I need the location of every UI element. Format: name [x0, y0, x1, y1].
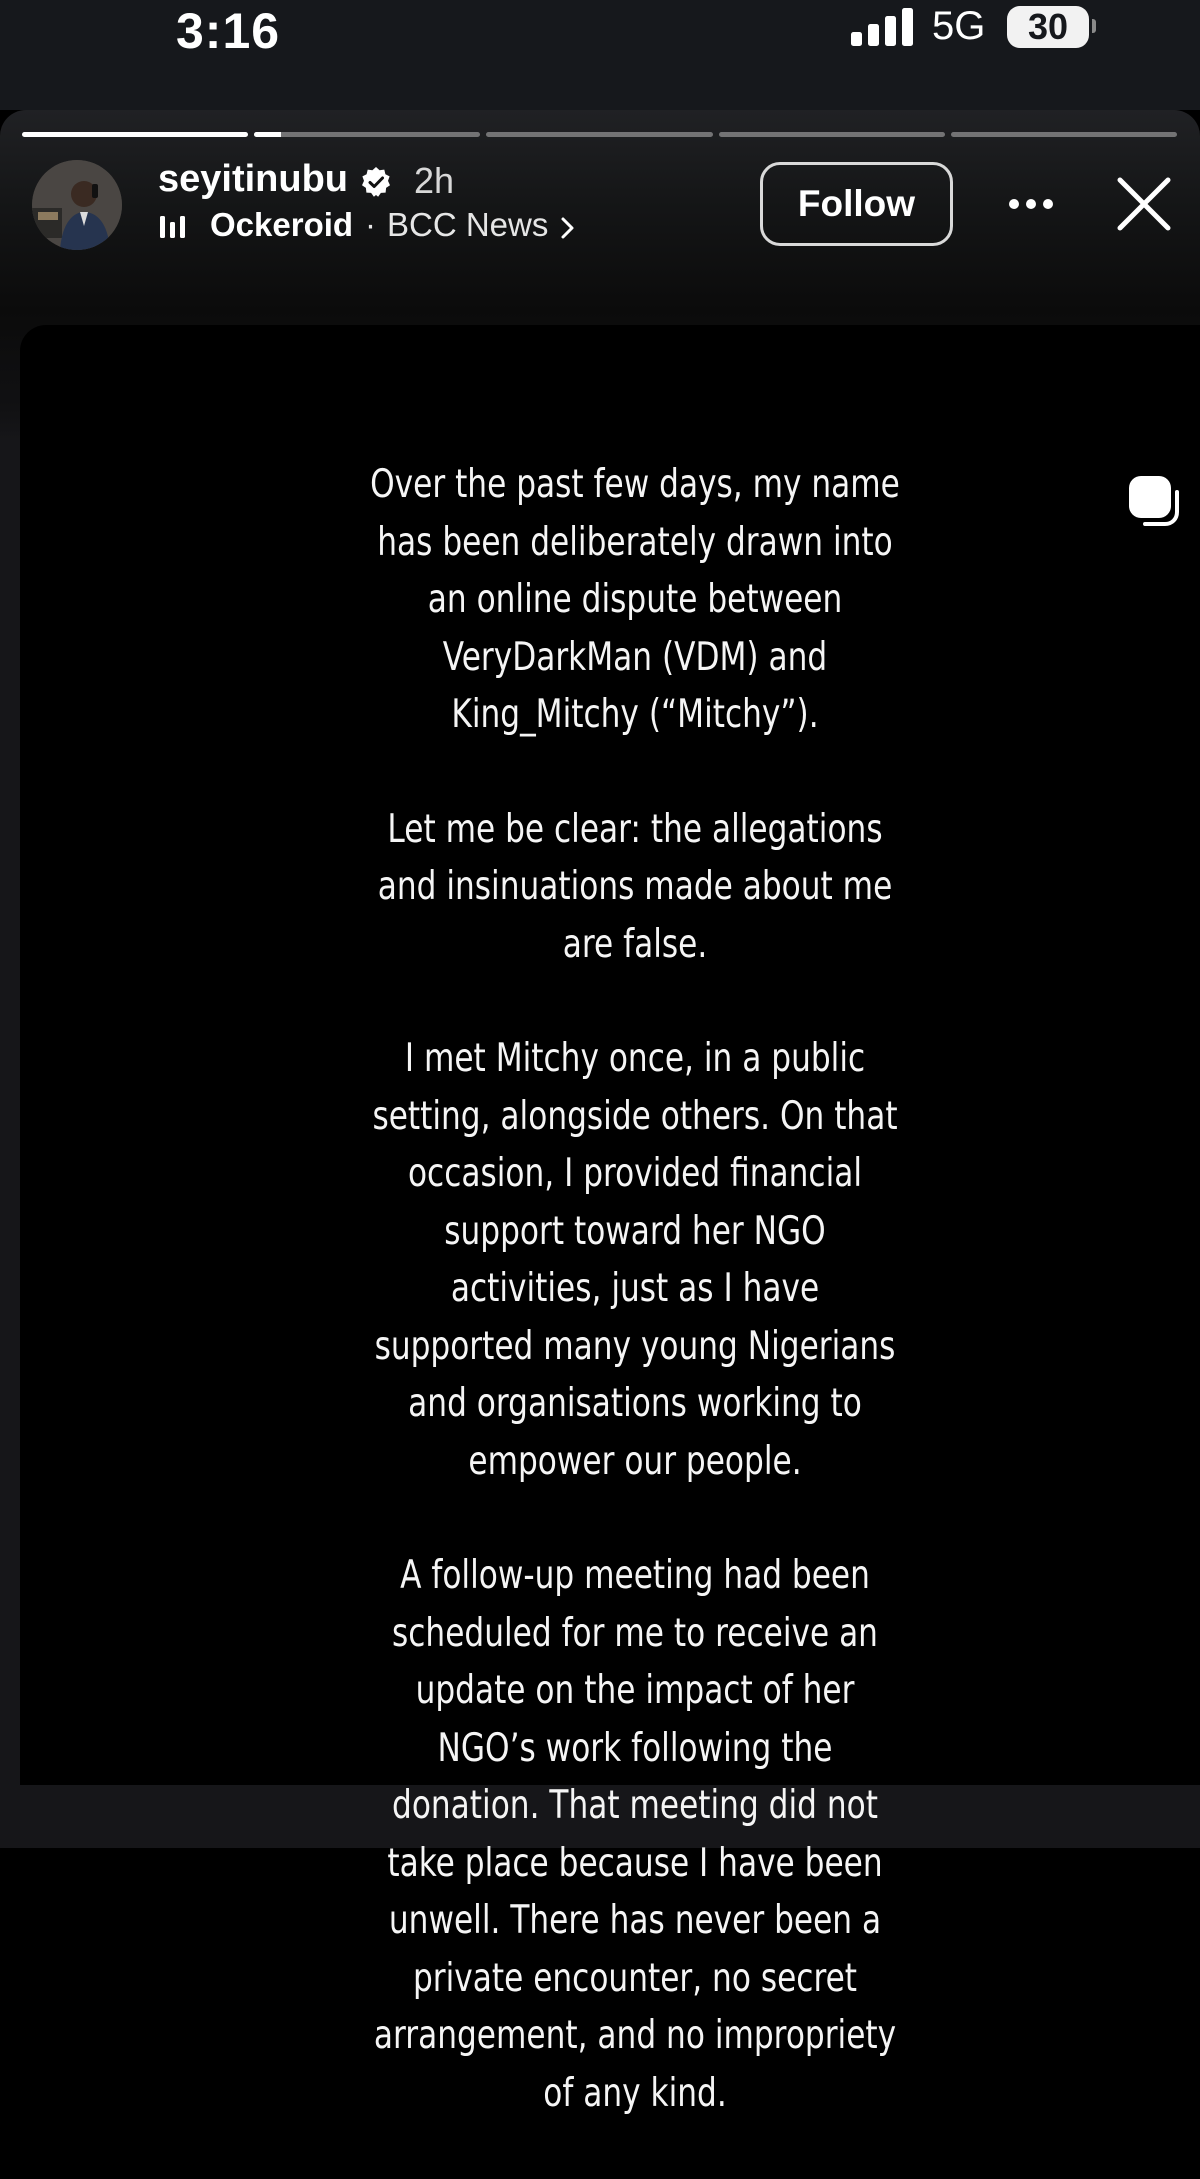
story-progress-segment: [486, 132, 712, 137]
statement-paragraph: I met Mitchy once, in a public setting, alongside others. On that occasion, I provided financial support toward her NGO activities, just as I have supported many young Nigerians and organisations working to empower our people.: [372, 1036, 898, 1484]
story-statement-text: [367, 456, 903, 2179]
sticker-icon[interactable]: [1125, 472, 1181, 528]
story-username[interactable]: seyitinubu: [158, 158, 349, 200]
story-progress-fill: [22, 132, 248, 137]
battery-tip: [1092, 19, 1096, 33]
story-progress-segment: [22, 132, 248, 137]
more-options-icon[interactable]: [1008, 198, 1054, 210]
chevron-right-icon[interactable]: [560, 216, 576, 240]
battery-level: 30: [1027, 6, 1069, 47]
avatar-photo: [32, 160, 122, 250]
follow-button[interactable]: Follow: [760, 162, 953, 246]
verified-badge-icon: [360, 166, 392, 198]
story-progress-bars: [22, 132, 1177, 137]
battery-icon: [1007, 6, 1089, 48]
status-time: 3:16: [176, 3, 281, 59]
music-bars-icon: [160, 214, 190, 240]
post-time: 2h: [414, 160, 455, 201]
music-artist[interactable]: Ockeroid: [210, 206, 354, 243]
story-progress-segment: [719, 132, 945, 137]
music-title[interactable]: BCC News: [387, 206, 549, 243]
cellular-signal-icon: [851, 8, 915, 46]
close-icon[interactable]: [1116, 176, 1172, 232]
network-type: 5G: [932, 4, 986, 48]
status-bar: [0, 0, 1200, 110]
music-separator: ·: [365, 206, 376, 243]
statement-paragraph: A follow-up meeting had been scheduled for me to receive an update on the impact of her NGO’s work following the donation. That meeting did not take place because I have been unwell. There has never been a private encounter, no secret arrangement, and no impropriety of any kind.: [373, 1553, 897, 2116]
statement-paragraph: Let me be clear: the allegations and insinuations made about me are false.: [377, 806, 893, 967]
avatar[interactable]: [32, 160, 122, 250]
statement-paragraph: Over the past few days, my name has been deliberately drawn into an online dispute between VeryDarkMan (VDM) and King_Mitchy (“Mitchy”).: [370, 462, 900, 737]
story-progress-segment: [951, 132, 1177, 137]
story-progress-fill: [254, 132, 281, 137]
story-progress-segment: [254, 132, 480, 137]
